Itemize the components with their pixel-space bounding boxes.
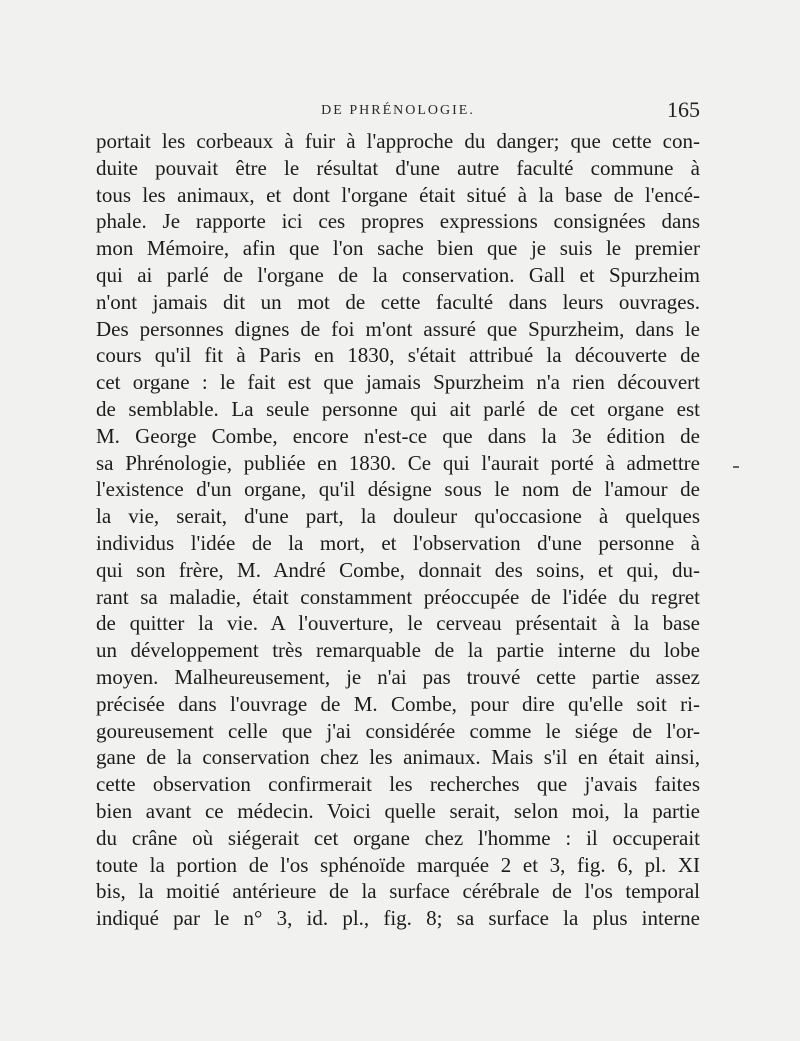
text-line: M. George Combe, encore n'est-ce que dans la 3e édition de — [96, 423, 700, 448]
text-line: gane de la conservation chez les animaux. Mais s'il en était ainsi, — [96, 745, 700, 770]
text-line: précisée dans l'ouvrage de M. Combe, pour dire qu'elle soit ri- — [96, 691, 700, 716]
text-line: phale. Je rapporte ici ces propres expressions consignées dans — [96, 209, 700, 234]
text-line: goureusement celle que j'ai considérée comme le siége de l'or- — [96, 718, 700, 743]
text-line: moyen. Malheureusement, je n'ai pas trouvé cette partie assez — [96, 664, 700, 689]
margin-mark — [733, 466, 739, 468]
text-line: l'existence d'un organe, qu'il désigne sous le nom de l'amour de — [96, 477, 700, 502]
text-line: de quitter la vie. A l'ouverture, le cerveau présentait à la base — [96, 611, 700, 636]
text-line: portait les corbeaux à fuir à l'approche du danger; que cette con- — [96, 129, 700, 153]
text-line: n'ont jamais dit un mot de cette faculté dans leurs ouvrages. — [96, 289, 700, 314]
page-header — [96, 97, 700, 127]
text-line: qui ai parlé de l'organe de la conservation. Gall et Spurzheim — [96, 262, 700, 287]
text-line: cet organe : le fait est que jamais Spurzheim n'a rien découvert — [96, 370, 700, 395]
text-line: de semblable. La seule personne qui ait parlé de cet organe est — [96, 396, 700, 421]
page-number: 165 — [667, 97, 700, 122]
text-line: cours qu'il fit à Paris en 1830, s'était attribué la découverte de — [96, 343, 700, 368]
text-line: un développement très remarquable de la partie interne du lobe — [96, 638, 700, 663]
text-line: indiqué par le n° 3, id. pl., fig. 8; sa surface la plus interne — [96, 906, 700, 931]
text-line: qui son frère, M. André Combe, donnait des soins, et qui, du- — [96, 557, 700, 582]
text-line: la vie, serait, d'une part, la douleur qu'occasione à quelques — [96, 504, 700, 529]
text-line: rant sa maladie, était constamment préoccupée de l'idée du regret — [96, 584, 700, 609]
text-line: du crâne où siégerait cet organe chez l'homme : il occuperait — [96, 825, 700, 850]
text-line: duite pouvait être le résultat d'une autre faculté commune à — [96, 155, 700, 180]
text-line: bien avant ce médecin. Voici quelle serait, selon moi, la partie — [96, 798, 700, 823]
text-line: bis, la moitié antérieure de la surface cérébrale de l'os temporal — [96, 879, 700, 904]
text-line: mon Mémoire, afin que l'on sache bien que je suis le premier — [96, 236, 700, 261]
body-text — [96, 128, 700, 932]
text-line: Des personnes dignes de foi m'ont assuré que Spurzheim, dans le — [96, 316, 700, 341]
running-head: DE PHRÉNOLOGIE. — [321, 103, 475, 118]
text-line: cette observation confirmerait les recherches que j'avais faites — [96, 772, 700, 797]
text-line: sa Phrénologie, publiée en 1830. Ce qui l'aurait porté à admettre — [96, 450, 700, 475]
text-line: toute la portion de l'os sphénoïde marquée 2 et 3, fig. 6, pl. XI — [96, 852, 700, 877]
text-line: individus l'idée de la mort, et l'observation d'une personne à — [96, 530, 700, 555]
text-line: tous les animaux, et dont l'organe était situé à la base de l'encé- — [96, 182, 700, 207]
